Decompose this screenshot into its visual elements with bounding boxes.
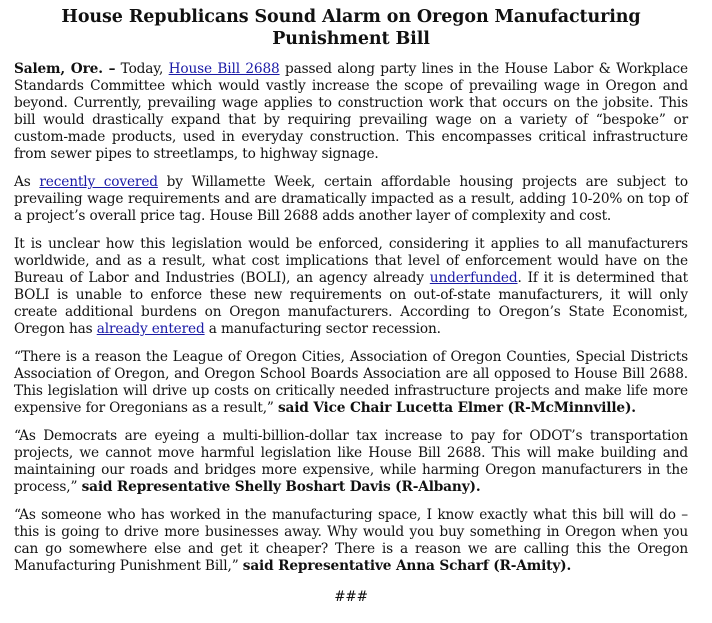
- quote-elmer-attribution: said Vice Chair Lucetta Elmer (R-McMinnville).: [277, 400, 636, 416]
- quote-scharf-text: “As someone who has worked in the manufacturing space, I know exactly what this bill will do – this is going to drive more businesses away. Why would you buy something in Oregon when you can go somewhere else and get it cheaper? There is a reason we are calling this the Oregon Manufacturing Punishment Bill,”: [14, 507, 688, 574]
- enforcement-text-1: It is unclear how this legislation would be enforced, considering it applies to all manufacturers worldwide, and as a result, what cost implications that level of enforcement would have on the Bureau of Labor and Industries (BOLI), an agency already: [14, 236, 688, 286]
- paragraph-willamette-week: [14, 174, 688, 225]
- house-bill-2688-link[interactable]: House Bill 2688: [168, 61, 280, 77]
- end-mark: ###: [334, 589, 368, 605]
- ww-text-2: by Willamette Week, certain affordable housing projects are subject to prevailing wage requirements and are dramatically impacted as a result, adding 10-20% on top of a project’s overall price tag. House Bill 2688 adds another layer of complexity and cost.: [14, 174, 688, 224]
- quote-elmer-text: “There is a reason the League of Oregon Cities, Association of Oregon Counties, Special Districts Association of Oregon, and Oregon School Boards Association are all opposed to House Bill 2688. This legislation will drive up costs on critically needed infrastructure projects and make life more expensive for Oregonians as a result,”: [14, 349, 688, 416]
- quote-boshart-davis-text: “As Democrats are eyeing a multi-billion-dollar tax increase to pay for ODOT’s transportation projects, we cannot move harmful legislation like House Bill 2688. This will make building and maintaining our roads and bridges more expensive, while harming Oregon manufacturers in the process,”: [14, 428, 688, 495]
- ww-text-1: As: [14, 174, 40, 190]
- already-entered-link[interactable]: already entered: [96, 321, 205, 337]
- quote-boshart-davis-attribution: said Representative Shelly Boshart Davis (R-Albany).: [81, 479, 481, 495]
- intro-text-2: passed along party lines in the House Labor & Workplace Standards Committee which would vastly increase the scope of prevailing wage in Oregon and beyond. Currently, prevailing wage applies to construction work that occurs on the jobsite. This bill would drastically expand that by requiring prevailing wage on a variety of “bespoke” or custom-made products, used in everyday construction. This encompasses critical infrastructure from sewer pipes to streetlamps, to highway signage.: [14, 61, 688, 162]
- recently-covered-link[interactable]: recently covered: [39, 174, 158, 190]
- paragraph-intro: [14, 61, 688, 163]
- enforcement-text-3: a manufacturing sector recession.: [204, 321, 441, 337]
- quote-elmer: [14, 349, 688, 417]
- headline: House Republicans Sound Alarm on Oregon Manufacturing Punishment Bill: [61, 7, 641, 49]
- dateline: Salem, Ore. –: [14, 61, 116, 77]
- quote-boshart-davis: [14, 428, 688, 496]
- quote-scharf-attribution: said Representative Anna Scharf (R-Amity).: [242, 558, 572, 574]
- intro-text-1: Today,: [115, 61, 169, 77]
- underfunded-link[interactable]: underfunded: [429, 270, 518, 286]
- quote-scharf: [14, 507, 688, 575]
- enforcement-text-2: . If it is determined that BOLI is unable to enforce these new requirements on out-of-state manufacturers, it will only create additional burdens on Oregon manufacturers. According to Oregon’s State Economist, Oregon has: [14, 270, 689, 337]
- paragraph-enforcement: [14, 236, 688, 338]
